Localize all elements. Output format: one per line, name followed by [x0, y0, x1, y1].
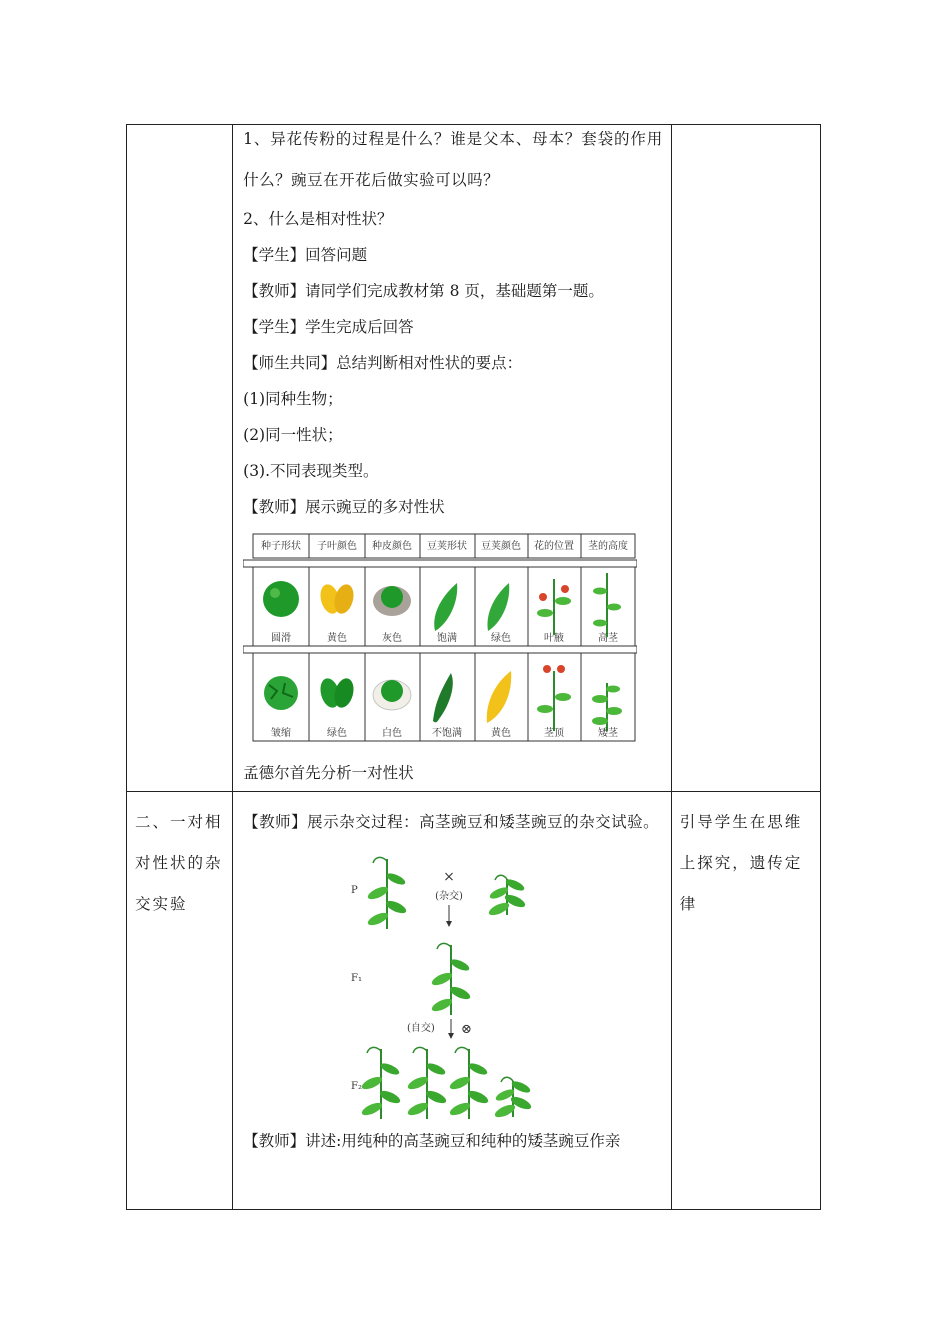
- trait-header: 种子形状: [261, 541, 302, 552]
- trait-label: 矮茎: [598, 728, 619, 739]
- pea-traits-figure: [243, 533, 671, 749]
- trait-header: 豆荚形状: [427, 541, 468, 552]
- point-2: (2)同一性状；: [243, 426, 343, 444]
- self-symbol: ⊗: [461, 1022, 473, 1037]
- question-2: 2、什么是相对性状？: [243, 210, 393, 228]
- f2-tall-plant-icon: [448, 1047, 490, 1119]
- trait-label: 茎顶: [544, 728, 565, 739]
- trait-label: 黄色: [327, 633, 348, 644]
- question-1: 1、异花传粉的过程是什么？谁是父本、母本？套袋的作用什么？豌豆在开花后做实验可以吗？: [243, 130, 663, 189]
- table-row: [127, 792, 821, 1210]
- f2-tall-plant-icon: [406, 1047, 448, 1119]
- trait-label: 皱缩: [271, 728, 292, 739]
- f1-label: F₁: [351, 973, 363, 984]
- green-cotyledon-icon: [318, 676, 357, 710]
- trait-header: 种皮颜色: [372, 541, 413, 552]
- tall-parent-plant-icon: [366, 857, 408, 929]
- gray-seedcoat-icon: [373, 586, 411, 616]
- round-seed-icon: [263, 581, 299, 617]
- section-cell: [127, 792, 233, 1210]
- content-cell: [233, 125, 672, 792]
- cross-label: (杂交): [435, 891, 464, 902]
- p-label: P: [351, 885, 358, 896]
- f2-dwarf-plant-icon: [493, 1077, 533, 1119]
- trait-header: 茎的高度: [588, 541, 629, 552]
- lesson-plan-table: [126, 124, 821, 1210]
- teacher-show-traits: 【教师】展示豌豆的多对性状: [243, 498, 445, 516]
- trait-label: 饱满: [437, 633, 458, 644]
- cross-symbol: ×: [443, 869, 456, 885]
- teacher-show-cross: 【教师】展示杂交过程：高茎豌豆和矮茎豌豆的杂交试验。: [243, 813, 660, 831]
- content-cell: [233, 792, 672, 1210]
- cross-diagram: [351, 849, 551, 1129]
- notes-cell: [671, 792, 820, 1210]
- trait-label: 绿色: [491, 633, 512, 644]
- constricted-pod-icon: [433, 673, 453, 722]
- dwarf-parent-plant-icon: [487, 875, 527, 917]
- self-label: (自交): [407, 1023, 435, 1034]
- notes-cell-empty: [671, 125, 820, 792]
- trait-header: 豆荚颜色: [481, 541, 522, 552]
- terminal-flower-icon: [537, 665, 571, 731]
- f2-tall-plant-icon: [360, 1047, 402, 1119]
- trait-label: 黄色: [491, 728, 512, 739]
- trait-label: 白色: [382, 728, 403, 739]
- yellow-pod-icon: [487, 671, 512, 723]
- table-row: [127, 125, 821, 792]
- white-seedcoat-icon: [373, 680, 411, 710]
- trait-label: 灰色: [382, 633, 403, 644]
- trait-header: 花的位置: [534, 541, 575, 552]
- trait-label: 叶腋: [544, 633, 565, 644]
- trait-label: 高茎: [598, 633, 619, 644]
- section-cell-empty: [127, 125, 233, 792]
- yellow-cotyledon-icon: [318, 582, 357, 616]
- trait-label: 圆滑: [271, 633, 292, 644]
- trait-header: 子叶颜色: [317, 541, 358, 552]
- f2-label: F₂: [351, 1081, 363, 1092]
- section-title: 二、一对相对性状的杂交实验: [135, 813, 223, 913]
- dwarf-stem-icon: [592, 683, 622, 731]
- teacher-narration: 【教师】讲述:用纯种的高茎豌豆和纯种的矮茎豌豆作亲: [243, 1132, 621, 1150]
- trait-label: 不饱满: [432, 728, 463, 739]
- point-1: (1)同种生物；: [243, 390, 343, 408]
- teacher-instruction: 【教师】请同学们完成教材第 8 页，基础题第一题。: [243, 282, 604, 300]
- f1-plant-icon: [430, 943, 472, 1015]
- student-complete: 【学生】学生完成后回答: [243, 318, 414, 336]
- green-pod-icon: [488, 583, 510, 631]
- trait-label: 绿色: [327, 728, 348, 739]
- teaching-guide-note: 引导学生在思维上探究，遗传定律: [679, 813, 803, 913]
- student-answer: 【学生】回答问题: [243, 246, 368, 264]
- tall-stem-icon: [593, 573, 621, 637]
- joint-summary: 【师生共同】总结判断相对性状的要点：: [243, 354, 523, 372]
- axial-flower-icon: [537, 579, 571, 635]
- wrinkled-seed-icon: [264, 676, 298, 710]
- full-pod-icon: [434, 583, 457, 631]
- point-3: (3).不同表现类型。: [243, 462, 379, 480]
- mendel-note: 孟德尔首先分析一对性状: [243, 764, 414, 782]
